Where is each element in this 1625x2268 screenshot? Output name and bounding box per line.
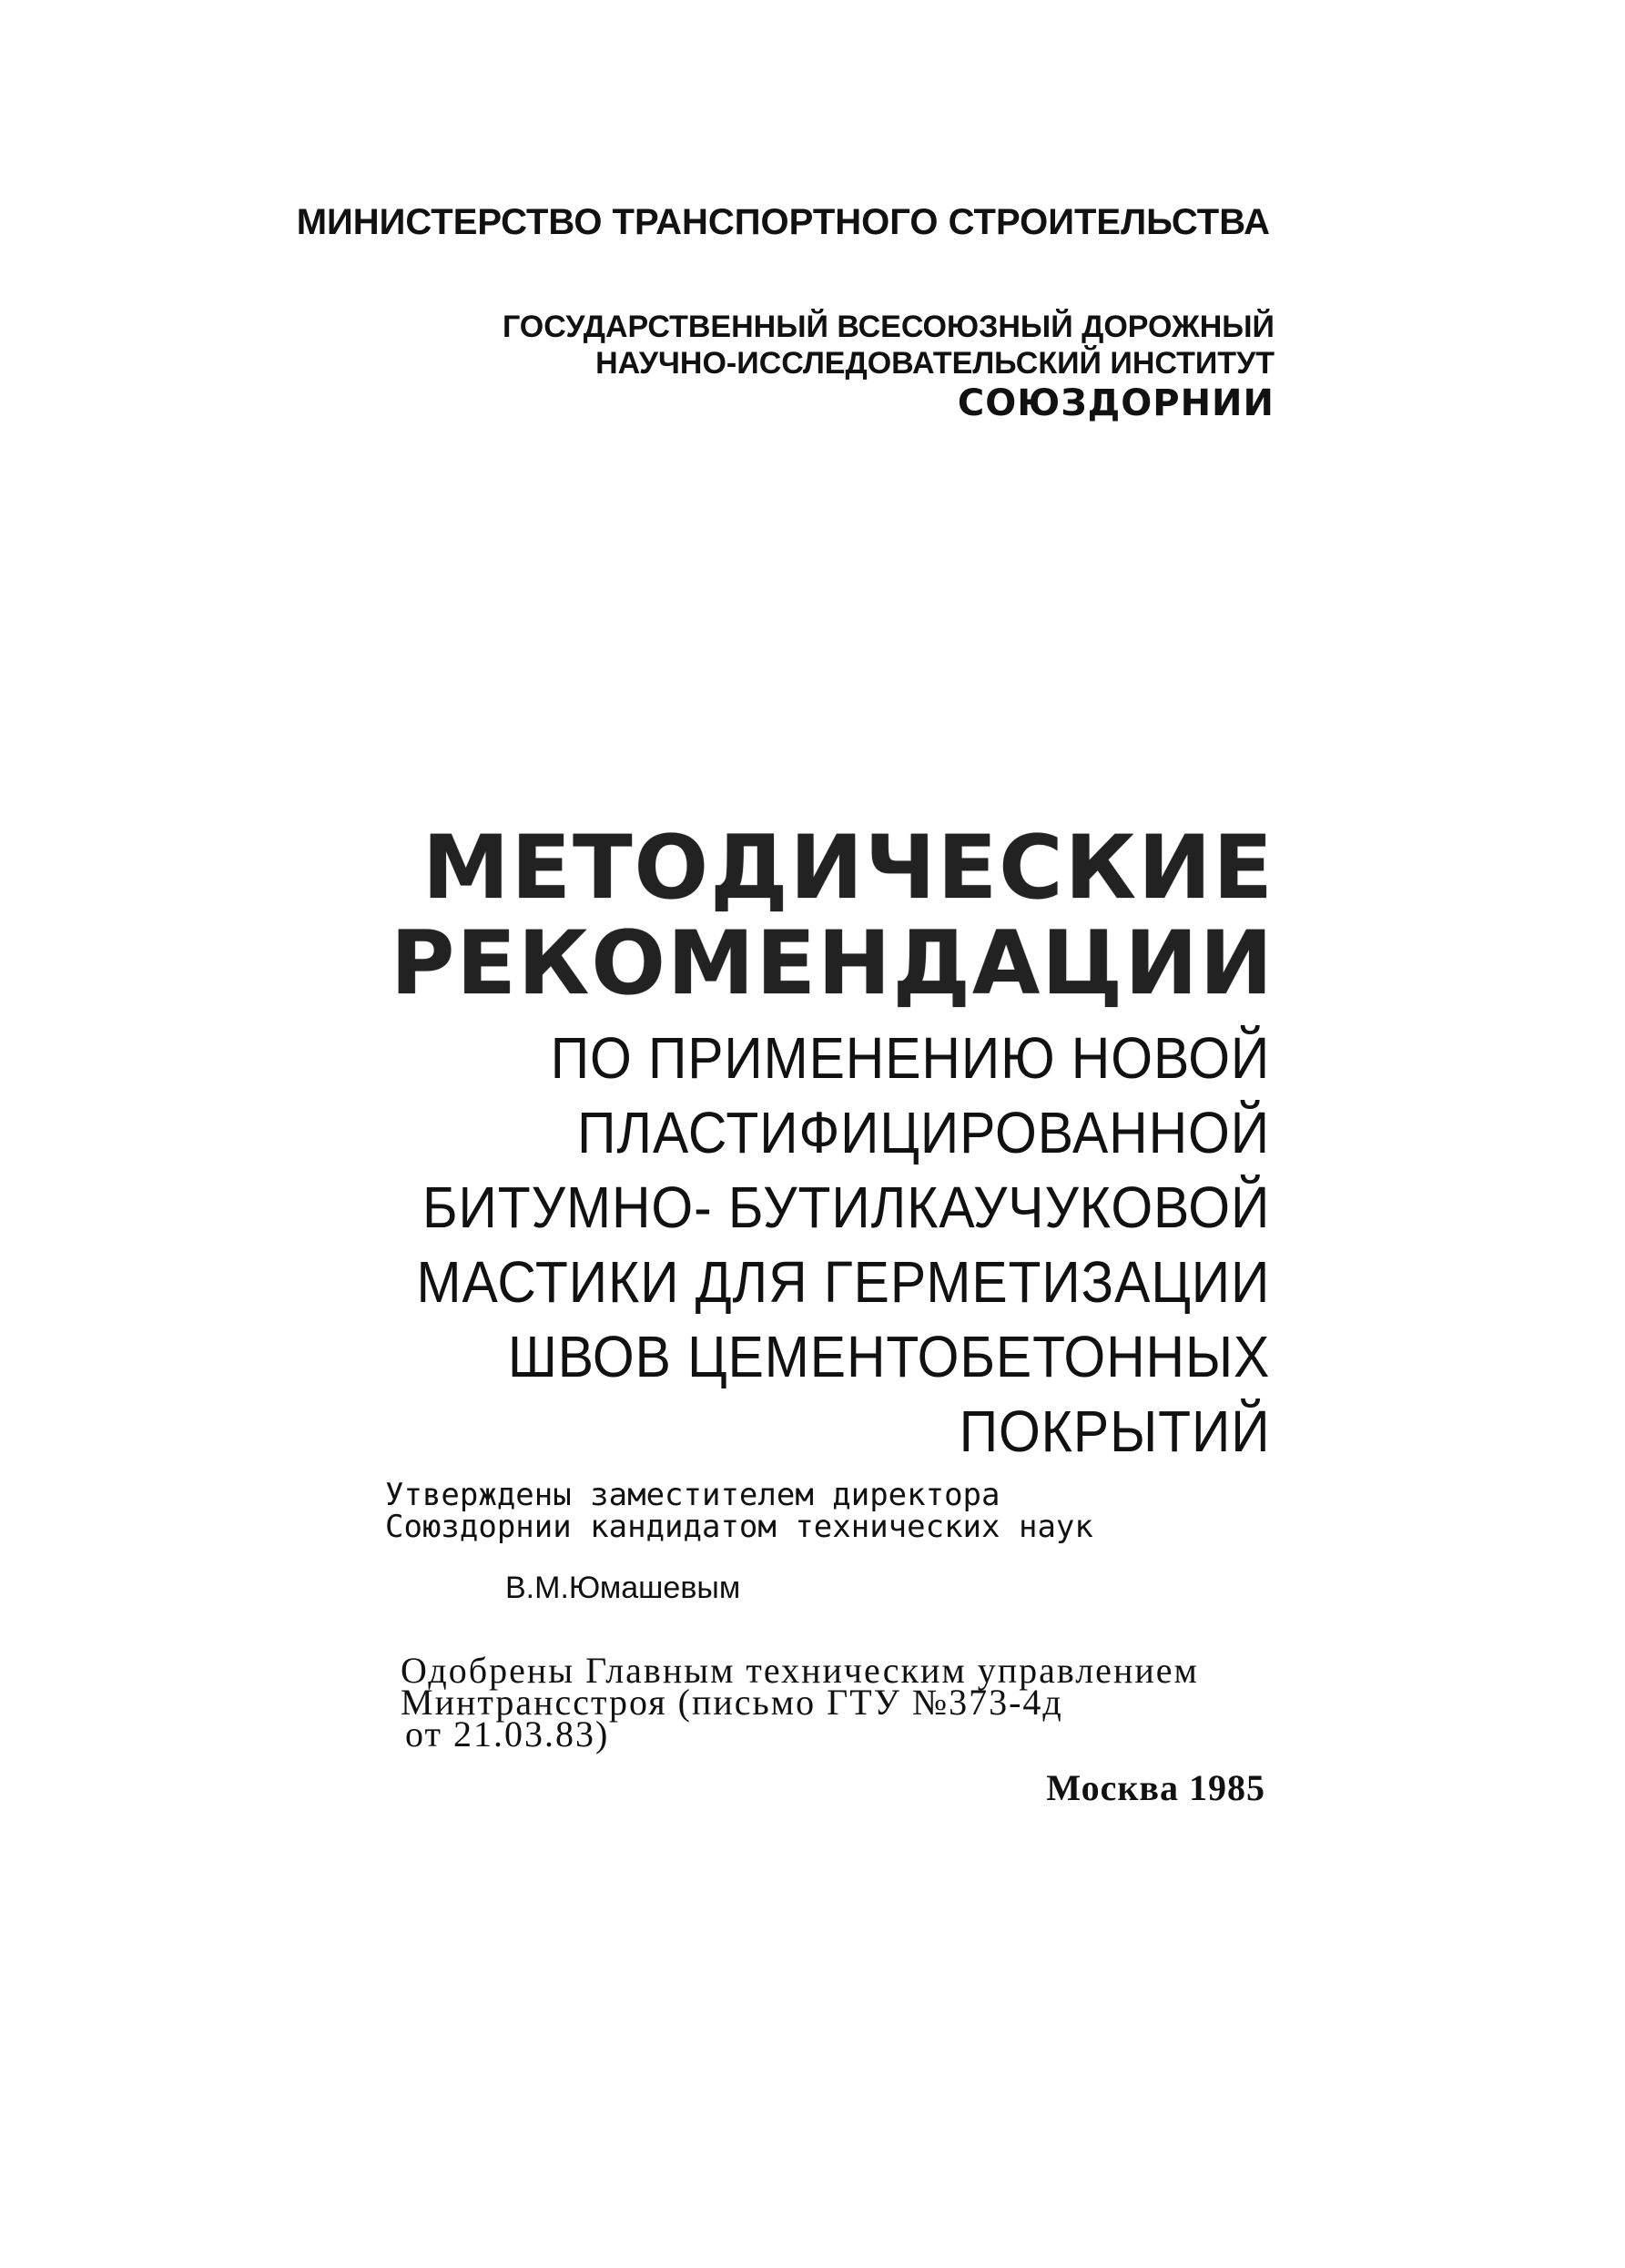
ministry-name: МИНИСТЕРСТВО ТРАНСПОРТНОГО СТРОИТЕЛЬСТВА bbox=[296, 202, 1270, 242]
title-line-2: РЕКОМЕНДАЦИИ bbox=[390, 912, 1275, 1014]
subtitle-line: ПОКРЫТИЙ bbox=[959, 1398, 1270, 1464]
approval-line-2: Союздорнии кандидатом технических наук bbox=[385, 1509, 1093, 1545]
approval-line-1: Утверждены заместителем директора bbox=[385, 1477, 1000, 1513]
city-year: Москва 1985 bbox=[1046, 1767, 1265, 1808]
institute-name: СОЮЗДОРНИИ bbox=[957, 382, 1275, 424]
subtitle-line: МАСТИКИ ДЛЯ ГЕРМЕТИЗАЦИИ bbox=[416, 1249, 1270, 1315]
approval-signatory: В.М.Юмашевым bbox=[505, 1571, 741, 1605]
institute-line-2: НАУЧНО-ИССЛЕДОВАТЕЛЬСКИЙ ИНСТИТУТ bbox=[595, 346, 1275, 381]
institute-line-1: ГОСУДАРСТВЕННЫЙ ВСЕСОЮЗНЫЙ ДОРОЖНЫЙ bbox=[502, 310, 1275, 344]
endorsement-line-1: Одобрены Главным техническим управлением bbox=[401, 1650, 1199, 1691]
endorsement-line-3: от 21.03.83) bbox=[405, 1714, 610, 1754]
subtitle-line: ПЛАСТИФИЦИРОВАННОЙ bbox=[577, 1100, 1270, 1165]
title-line-1: МЕТОДИЧЕСКИЕ bbox=[421, 817, 1275, 919]
subtitle-line: БИТУМНО- БУТИЛКАУЧУКОВОЙ bbox=[421, 1175, 1270, 1240]
subtitle-line: ШВОВ ЦЕМЕНТОБЕТОННЫХ bbox=[507, 1324, 1270, 1389]
endorsement-line-2: Минтрансстроя (письмо ГТУ №373-4д bbox=[401, 1682, 1063, 1723]
subtitle-line: ПО ПРИМЕНЕНИЮ НОВОЙ bbox=[550, 1025, 1270, 1091]
